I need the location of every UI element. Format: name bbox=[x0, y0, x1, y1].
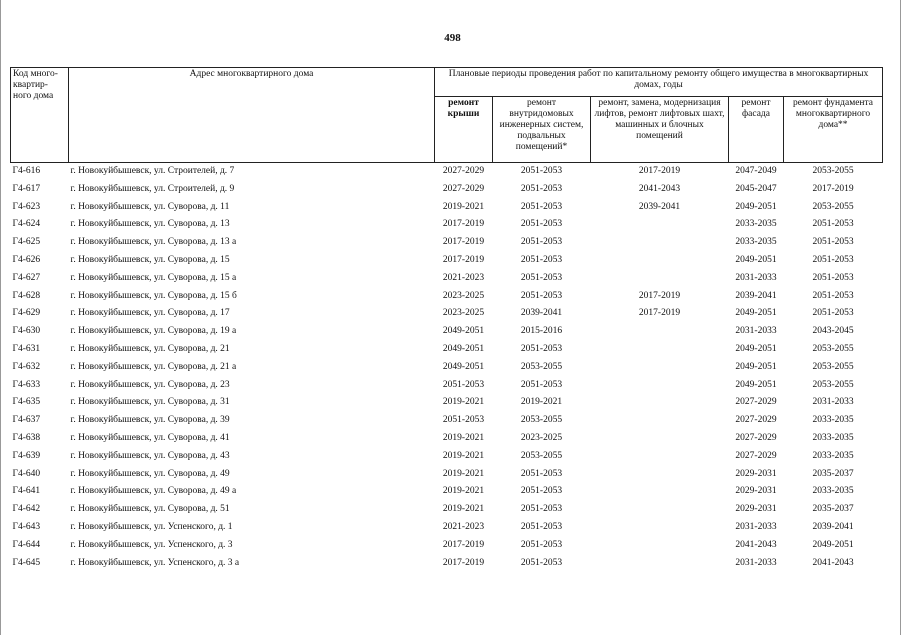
cell-lifts bbox=[591, 270, 729, 288]
table-row bbox=[11, 412, 883, 430]
cell-systems: 2051-2053 bbox=[520, 219, 563, 230]
cell-address: г. Новокуйбышевск, ул. Суворова, д. 11 bbox=[70, 201, 230, 212]
cell-code: Г4-629 bbox=[12, 308, 41, 319]
cell-code: Г4-640 bbox=[12, 468, 41, 479]
cell-code: Г4-645 bbox=[12, 557, 41, 568]
cell-lifts bbox=[591, 359, 729, 377]
cell-facade: 2029-2031 bbox=[735, 468, 777, 479]
cell-lifts: 2041-2043 bbox=[638, 183, 681, 194]
cell-roof: 2019-2021 bbox=[442, 486, 485, 497]
cell-code: Г4-641 bbox=[12, 486, 41, 497]
table-row bbox=[11, 555, 883, 573]
cell-foundation: 2049-2051 bbox=[812, 539, 854, 550]
cell-lifts: 2017-2019 bbox=[638, 166, 681, 176]
cell-facade: 2031-2033 bbox=[735, 557, 777, 568]
cell-lifts bbox=[591, 483, 729, 501]
cell-code: Г4-616 bbox=[12, 166, 41, 176]
cell-roof: 2049-2051 bbox=[442, 343, 485, 354]
cell-roof: 2051-2053 bbox=[442, 415, 485, 426]
header-code: Код много-квартир-ного дома bbox=[11, 68, 69, 163]
cell-foundation: 2051-2053 bbox=[812, 237, 854, 248]
table-row bbox=[11, 163, 883, 181]
cell-facade: 2027-2029 bbox=[735, 450, 777, 461]
cell-roof: 2021-2023 bbox=[442, 272, 485, 283]
cell-foundation: 2053-2055 bbox=[812, 201, 854, 212]
cell-roof: 2017-2019 bbox=[442, 539, 485, 550]
cell-roof: 2019-2021 bbox=[442, 397, 485, 408]
table-body bbox=[11, 163, 883, 573]
cell-foundation: 2017-2019 bbox=[812, 183, 854, 194]
cell-address: г. Новокуйбышевск, ул. Суворова, д. 23 bbox=[70, 379, 230, 390]
cell-facade: 2047-2049 bbox=[735, 166, 777, 176]
cell-code: Г4-617 bbox=[12, 183, 41, 194]
cell-code: Г4-626 bbox=[12, 254, 41, 265]
cell-systems: 2051-2053 bbox=[520, 379, 563, 390]
cell-address: г. Новокуйбышевск, ул. Суворова, д. 49 а bbox=[70, 486, 237, 497]
cell-facade: 2049-2051 bbox=[735, 254, 777, 265]
cell-foundation: 2051-2053 bbox=[812, 219, 854, 230]
cell-facade: 2049-2051 bbox=[735, 361, 777, 372]
cell-foundation: 2053-2055 bbox=[812, 361, 854, 372]
table-row bbox=[11, 359, 883, 377]
cell-systems: 2051-2053 bbox=[520, 539, 563, 550]
cell-roof: 2019-2021 bbox=[442, 450, 485, 461]
cell-address: г. Новокуйбышевск, ул. Строителей, д. 7 bbox=[70, 166, 235, 176]
cell-address: г. Новокуйбышевск, ул. Успенского, д. 1 bbox=[70, 521, 233, 532]
cell-code: Г4-638 bbox=[12, 432, 41, 443]
cell-lifts bbox=[591, 501, 729, 519]
cell-address: г. Новокуйбышевск, ул. Суворова, д. 17 bbox=[70, 308, 230, 319]
cell-foundation: 2033-2035 bbox=[812, 486, 854, 497]
cell-foundation: 2033-2035 bbox=[812, 432, 854, 443]
cell-code: Г4-631 bbox=[12, 343, 41, 354]
table-row bbox=[11, 305, 883, 323]
header-address: Адрес многоквартирного дома bbox=[69, 68, 435, 163]
cell-address: г. Новокуйбышевск, ул. Суворова, д. 31 bbox=[70, 397, 230, 408]
cell-roof: 2017-2019 bbox=[442, 557, 485, 568]
cell-address: г. Новокуйбышевск, ул. Суворова, д. 15 bbox=[70, 254, 230, 265]
cell-code: Г4-623 bbox=[12, 201, 41, 212]
cell-lifts bbox=[591, 555, 729, 573]
cell-systems: 2051-2053 bbox=[520, 183, 563, 194]
page-left-edge bbox=[0, 0, 1, 635]
cell-address: г. Новокуйбышевск, ул. Суворова, д. 15 б bbox=[70, 290, 237, 301]
cell-roof: 2017-2019 bbox=[442, 254, 485, 265]
cell-address: г. Новокуйбышевск, ул. Суворова, д. 13 а bbox=[70, 237, 237, 248]
cell-foundation: 2051-2053 bbox=[812, 254, 854, 265]
table-row bbox=[11, 270, 883, 288]
table-row bbox=[11, 483, 883, 501]
table-row bbox=[11, 323, 883, 341]
cell-code: Г4-627 bbox=[12, 272, 41, 283]
table-row bbox=[11, 341, 883, 359]
cell-facade: 2041-2043 bbox=[735, 539, 777, 550]
cell-lifts bbox=[591, 519, 729, 537]
cell-systems: 2051-2053 bbox=[520, 486, 563, 497]
cell-lifts: 2017-2019 bbox=[638, 290, 681, 301]
table-row bbox=[11, 234, 883, 252]
cell-foundation: 2053-2055 bbox=[812, 343, 854, 354]
cell-foundation: 2051-2053 bbox=[812, 290, 854, 301]
cell-systems: 2051-2053 bbox=[520, 557, 563, 568]
table-row bbox=[11, 252, 883, 270]
cell-systems: 2051-2053 bbox=[520, 521, 563, 532]
cell-code: Г4-635 bbox=[12, 397, 41, 408]
cell-systems: 2019-2021 bbox=[520, 397, 563, 408]
cell-code: Г4-642 bbox=[12, 504, 41, 515]
cell-facade: 2027-2029 bbox=[735, 415, 777, 426]
cell-address: г. Новокуйбышевск, ул. Суворова, д. 39 bbox=[70, 415, 230, 426]
cell-roof: 2019-2021 bbox=[442, 432, 485, 443]
cell-facade: 2033-2035 bbox=[735, 219, 777, 230]
cell-lifts bbox=[591, 448, 729, 466]
cell-systems: 2051-2053 bbox=[520, 237, 563, 248]
cell-lifts bbox=[591, 377, 729, 395]
cell-lifts bbox=[591, 537, 729, 555]
cell-roof: 2051-2053 bbox=[442, 379, 485, 390]
page-number: 498 bbox=[444, 32, 461, 44]
cell-foundation: 2031-2033 bbox=[812, 397, 854, 408]
cell-roof: 2027-2029 bbox=[442, 166, 485, 176]
cell-code: Г4-637 bbox=[12, 415, 41, 426]
cell-foundation: 2035-2037 bbox=[812, 468, 854, 479]
cell-systems: 2051-2053 bbox=[520, 166, 563, 176]
cell-roof: 2021-2023 bbox=[442, 521, 485, 532]
cell-address: г. Новокуйбышевск, ул. Суворова, д. 19 а bbox=[70, 326, 237, 337]
cell-lifts: 2017-2019 bbox=[638, 308, 681, 319]
cell-lifts: 2039-2041 bbox=[638, 201, 681, 212]
cell-systems: 2053-2055 bbox=[520, 450, 563, 461]
repair-schedule-table bbox=[10, 67, 883, 572]
cell-code: Г4-633 bbox=[12, 379, 41, 390]
cell-facade: 2027-2029 bbox=[735, 397, 777, 408]
cell-lifts bbox=[591, 252, 729, 270]
cell-systems: 2051-2053 bbox=[520, 272, 563, 283]
cell-facade: 2027-2029 bbox=[735, 432, 777, 443]
cell-systems: 2051-2053 bbox=[520, 504, 563, 515]
cell-systems: 2053-2055 bbox=[520, 361, 563, 372]
cell-roof: 2049-2051 bbox=[442, 361, 485, 372]
table-row bbox=[11, 181, 883, 199]
cell-roof: 2027-2029 bbox=[442, 183, 485, 194]
header-facade: ремонт фасада bbox=[729, 97, 784, 163]
table-row bbox=[11, 466, 883, 484]
cell-roof: 2017-2019 bbox=[442, 237, 485, 248]
cell-code: Г4-630 bbox=[12, 326, 41, 337]
cell-address: г. Новокуйбышевск, ул. Успенского, д. 3 bbox=[70, 539, 233, 550]
cell-facade: 2049-2051 bbox=[735, 379, 777, 390]
cell-lifts bbox=[591, 412, 729, 430]
cell-systems: 2023-2025 bbox=[520, 432, 563, 443]
cell-foundation: 2051-2053 bbox=[812, 272, 854, 283]
cell-address: г. Новокуйбышевск, ул. Суворова, д. 13 bbox=[70, 219, 230, 230]
cell-address: г. Новокуйбышевск, ул. Суворова, д. 15 а bbox=[70, 272, 237, 283]
header-lifts: ремонт, замена, модернизация лифтов, ремонт лифтовых шахт, машинных и блочных помещений bbox=[591, 97, 729, 163]
cell-foundation: 2041-2043 bbox=[812, 557, 854, 568]
table-row bbox=[11, 394, 883, 412]
cell-facade: 2049-2051 bbox=[735, 201, 777, 212]
cell-roof: 2023-2025 bbox=[442, 290, 485, 301]
cell-code: Г4-628 bbox=[12, 290, 41, 301]
cell-foundation: 2051-2053 bbox=[812, 308, 854, 319]
header-periods: Плановые периоды проведения работ по капитальному ремонту общего имущества в многоквартирных домах, годы bbox=[435, 68, 883, 97]
cell-systems: 2051-2053 bbox=[520, 290, 563, 301]
table-row bbox=[11, 519, 883, 537]
header-roof: ремонт крыши bbox=[435, 97, 493, 163]
table-row bbox=[11, 448, 883, 466]
cell-facade: 2029-2031 bbox=[735, 486, 777, 497]
cell-roof: 2023-2025 bbox=[442, 308, 485, 319]
cell-code: Г4-624 bbox=[12, 219, 41, 230]
cell-facade: 2049-2051 bbox=[735, 343, 777, 354]
cell-code: Г4-632 bbox=[12, 361, 41, 372]
table-row bbox=[11, 430, 883, 448]
cell-foundation: 2033-2035 bbox=[812, 450, 854, 461]
cell-facade: 2031-2033 bbox=[735, 272, 777, 283]
cell-code: Г4-625 bbox=[12, 237, 41, 248]
table-row bbox=[11, 216, 883, 234]
cell-code: Г4-643 bbox=[12, 521, 41, 532]
cell-lifts bbox=[591, 216, 729, 234]
cell-roof: 2019-2021 bbox=[442, 201, 485, 212]
cell-systems: 2053-2055 bbox=[520, 415, 563, 426]
cell-roof: 2017-2019 bbox=[442, 219, 485, 230]
cell-address: г. Новокуйбышевск, ул. Суворова, д. 43 bbox=[70, 450, 230, 461]
cell-address: г. Новокуйбышевск, ул. Успенского, д. 3 а bbox=[70, 557, 240, 568]
cell-foundation: 2033-2035 bbox=[812, 415, 854, 426]
cell-roof: 2019-2021 bbox=[442, 468, 485, 479]
cell-systems: 2051-2053 bbox=[520, 201, 563, 212]
cell-address: г. Новокуйбышевск, ул. Суворова, д. 21 а bbox=[70, 361, 237, 372]
table-row bbox=[11, 377, 883, 395]
cell-facade: 2031-2033 bbox=[735, 326, 777, 337]
table-row bbox=[11, 501, 883, 519]
cell-foundation: 2035-2037 bbox=[812, 504, 854, 515]
cell-facade: 2033-2035 bbox=[735, 237, 777, 248]
cell-roof: 2019-2021 bbox=[442, 504, 485, 515]
cell-lifts bbox=[591, 430, 729, 448]
cell-foundation: 2053-2055 bbox=[812, 166, 854, 176]
cell-roof: 2049-2051 bbox=[442, 326, 485, 337]
cell-foundation: 2043-2045 bbox=[812, 326, 854, 337]
cell-code: Г4-639 bbox=[12, 450, 41, 461]
cell-address: г. Новокуйбышевск, ул. Суворова, д. 51 bbox=[70, 504, 230, 515]
cell-systems: 2039-2041 bbox=[520, 308, 563, 319]
cell-facade: 2029-2031 bbox=[735, 504, 777, 515]
cell-facade: 2049-2051 bbox=[735, 308, 777, 319]
page-right-edge bbox=[900, 0, 901, 635]
cell-lifts bbox=[591, 234, 729, 252]
cell-facade: 2039-2041 bbox=[735, 290, 777, 301]
table-row bbox=[11, 537, 883, 555]
cell-systems: 2015-2016 bbox=[520, 326, 563, 337]
cell-address: г. Новокуйбышевск, ул. Суворова, д. 49 bbox=[70, 468, 230, 479]
cell-address: г. Новокуйбышевск, ул. Суворова, д. 41 bbox=[70, 432, 230, 443]
header-foundation: ремонт фундамента многоквартирного дома** bbox=[784, 97, 883, 163]
cell-foundation: 2039-2041 bbox=[812, 521, 854, 532]
table-row bbox=[11, 199, 883, 217]
cell-lifts bbox=[591, 341, 729, 359]
cell-lifts bbox=[591, 394, 729, 412]
table-row bbox=[11, 288, 883, 306]
cell-systems: 2051-2053 bbox=[520, 343, 563, 354]
cell-address: г. Новокуйбышевск, ул. Суворова, д. 21 bbox=[70, 343, 230, 354]
cell-lifts bbox=[591, 323, 729, 341]
header-systems: ремонт внутридомовых инженерных систем, подвальных помещений* bbox=[493, 97, 591, 163]
cell-facade: 2031-2033 bbox=[735, 521, 777, 532]
cell-systems: 2051-2053 bbox=[520, 468, 563, 479]
cell-facade: 2045-2047 bbox=[735, 183, 777, 194]
cell-systems: 2051-2053 bbox=[520, 254, 563, 265]
cell-foundation: 2053-2055 bbox=[812, 379, 854, 390]
cell-lifts bbox=[591, 466, 729, 484]
cell-address: г. Новокуйбышевск, ул. Строителей, д. 9 bbox=[70, 183, 235, 194]
cell-code: Г4-644 bbox=[12, 539, 41, 550]
